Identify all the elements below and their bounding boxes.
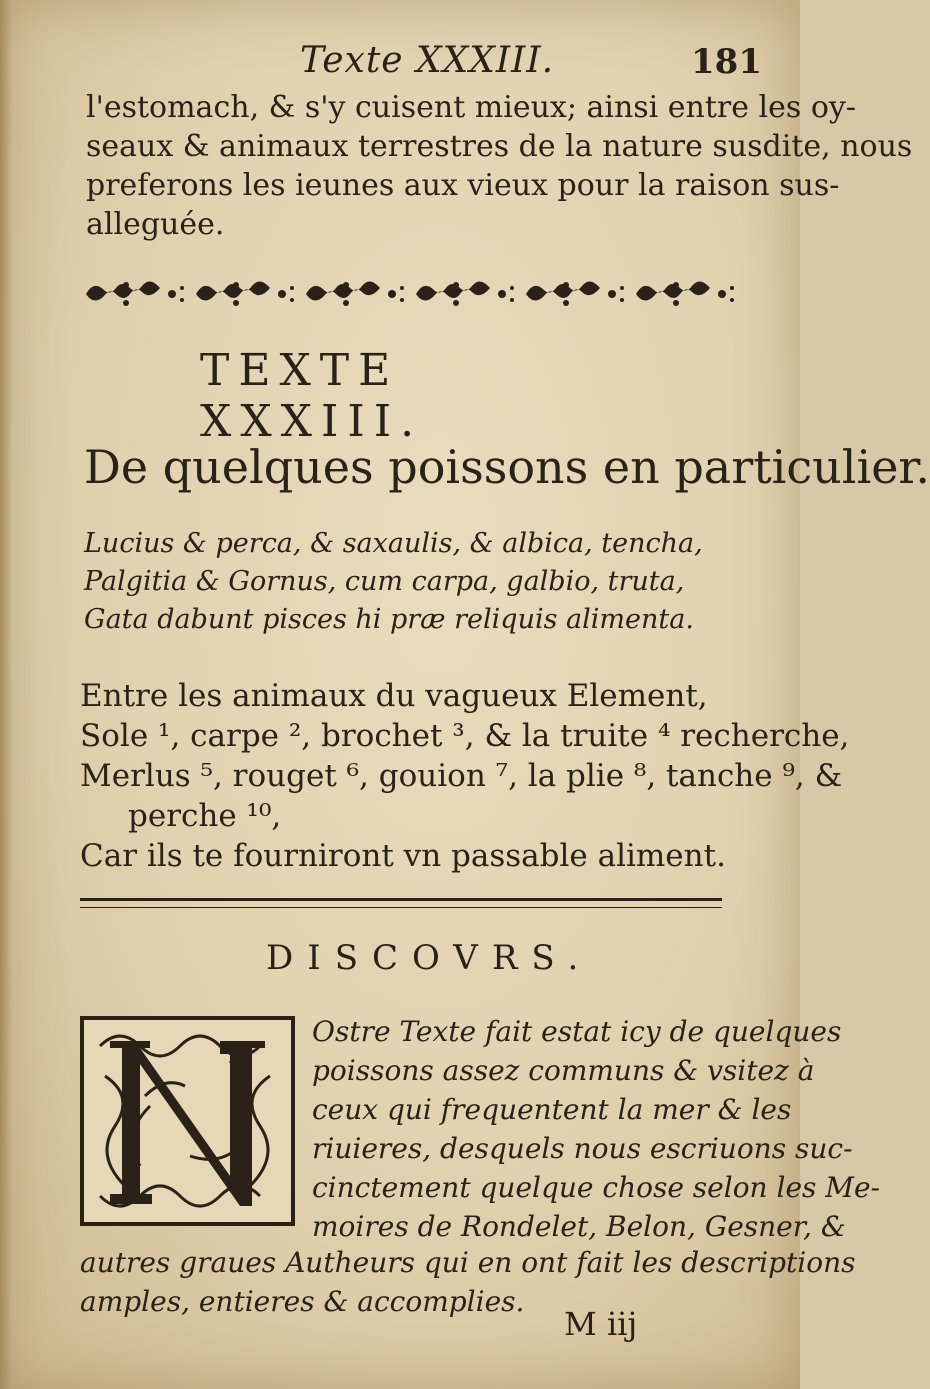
text-line: amples, entieres & accomplies. — [80, 1285, 525, 1318]
verse-line: Palgitia & Gornus, cum carpa, galbio, truta, — [84, 566, 685, 597]
text-line: Ostre Texte fait estat icy de quelques — [312, 1015, 842, 1048]
page-gutter-shadow — [0, 0, 12, 1389]
ornamental-band — [82, 275, 762, 313]
text-line: riuieres, desquels nous escriuons suc- — [312, 1132, 853, 1165]
text-line: preferons les ieunes aux vieux pour la raison sus- — [86, 168, 840, 203]
discours-paragraph — [312, 1012, 880, 1246]
text-line: ceux qui frequentent la mer & les — [312, 1093, 792, 1126]
horizontal-rule — [80, 898, 722, 908]
verse-line: Car ils te fourniront vn passable aliment. — [80, 838, 726, 874]
discours-paragraph-continued — [80, 1243, 856, 1321]
text-line: moires de Rondelet, Belon, Gesner, & — [312, 1210, 846, 1243]
verse-line: Sole ¹, carpe ², brochet ³, & la truite ⁴ recherche, — [80, 718, 850, 754]
text-line: poissons assez communs & vsitez à — [312, 1054, 815, 1087]
decorated-initial — [80, 1016, 295, 1226]
french-verse — [80, 676, 850, 876]
text-line: l'estomach, & s'y cuisent mieux; ainsi entre les oy- — [86, 90, 856, 125]
verse-line: Merlus ⁵, rouget ⁶, gouion ⁷, la plie ⁸, tanche ⁹, & — [80, 758, 843, 794]
text-line: alleguée. — [86, 207, 225, 242]
verse-line: Entre les animaux du vagueux Element, — [80, 678, 708, 714]
section-title: TEXTE XXXIII. — [200, 345, 424, 447]
discours-heading: DISCOVRS. — [266, 938, 593, 978]
section-subtitle: De quelques poissons en particulier. — [84, 440, 930, 494]
page-number: 181 — [691, 42, 762, 82]
text-line: cinctement quelque chose selon les Me- — [312, 1171, 880, 1204]
top-paragraph — [86, 88, 913, 244]
running-title: Texte XXXIII. — [300, 40, 555, 81]
text-line: autres graues Autheurs qui en ont fait les descriptions — [80, 1246, 856, 1279]
latin-verse — [84, 525, 784, 639]
verse-line: perche ¹⁰, — [128, 798, 282, 834]
text-line: seaux & animaux terrestres de la nature susdite, nous — [86, 129, 913, 164]
signature-mark: M iij — [564, 1305, 638, 1343]
verse-line: Lucius & perca, & saxaulis, & albica, tencha, — [84, 528, 703, 559]
verse-line: Gata dabunt pisces hi præ reliquis alimenta. — [84, 604, 694, 635]
